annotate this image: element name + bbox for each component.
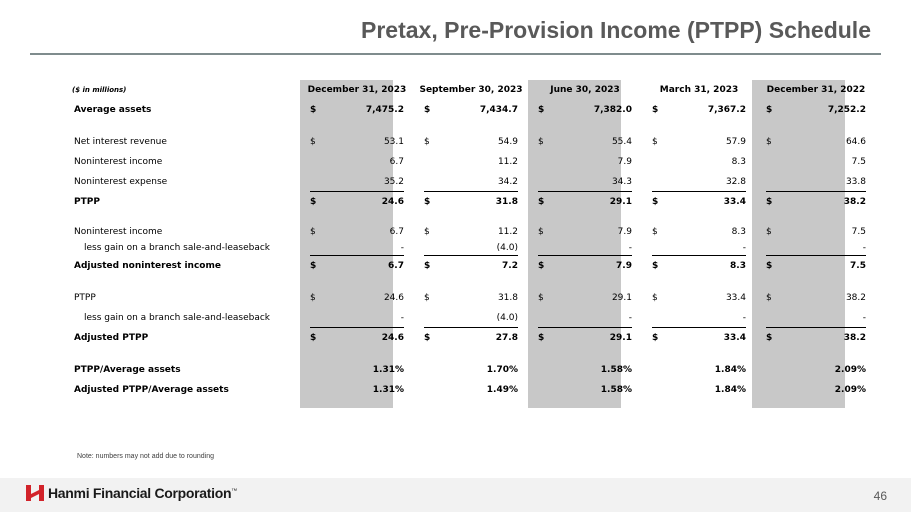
amount: 7,252.2 bbox=[827, 105, 866, 115]
amount: 11.2 bbox=[497, 157, 518, 167]
value-cell bbox=[414, 152, 528, 172]
rounding-note: Note: numbers may not add due to rounding bbox=[77, 453, 214, 460]
currency-symbol: $ bbox=[424, 333, 431, 343]
amount: 2.09% bbox=[834, 385, 866, 395]
spacer-cell bbox=[72, 212, 876, 224]
amount: 11.2 bbox=[497, 227, 518, 237]
company-name: Hanmi Financial Corporation™ bbox=[48, 485, 237, 501]
value-cell bbox=[528, 328, 642, 348]
amount: 34.3 bbox=[611, 176, 632, 187]
amount: 7.5 bbox=[851, 157, 866, 167]
value-cell bbox=[414, 224, 528, 240]
currency-symbol: $ bbox=[766, 137, 772, 147]
amount: 29.1 bbox=[611, 293, 632, 303]
value-cell bbox=[756, 100, 876, 120]
row-label: Adjusted PTPP/Average assets bbox=[74, 385, 229, 395]
amount: 7.5 bbox=[850, 261, 866, 271]
spacer-row bbox=[72, 212, 876, 224]
page-number: 46 bbox=[873, 489, 887, 503]
amount: 29.1 bbox=[609, 333, 632, 343]
currency-symbol: $ bbox=[766, 197, 773, 207]
spacer-cell bbox=[72, 276, 876, 288]
value-cell bbox=[528, 240, 642, 256]
amount: 31.8 bbox=[497, 293, 518, 303]
currency-symbol: $ bbox=[424, 261, 431, 271]
title-divider bbox=[30, 53, 881, 55]
currency-symbol: $ bbox=[652, 227, 658, 237]
amount: - bbox=[400, 312, 404, 323]
amount: 7.9 bbox=[616, 261, 632, 271]
currency-symbol: $ bbox=[424, 137, 430, 147]
currency-symbol: $ bbox=[652, 137, 658, 147]
spacer-row bbox=[72, 348, 876, 360]
currency-symbol: $ bbox=[766, 261, 773, 271]
amount: 38.2 bbox=[843, 197, 866, 207]
row-label: Average assets bbox=[74, 105, 152, 115]
value-cell bbox=[756, 328, 876, 348]
value-cell bbox=[300, 308, 414, 328]
amount: 33.4 bbox=[723, 197, 746, 207]
amount: 38.2 bbox=[845, 293, 866, 303]
amount: (4.0) bbox=[496, 242, 518, 253]
value-cell bbox=[642, 224, 756, 240]
spacer-row bbox=[72, 276, 876, 288]
currency-symbol: $ bbox=[652, 261, 659, 271]
value-cell bbox=[642, 288, 756, 308]
amount: 1.84% bbox=[714, 365, 746, 375]
currency-symbol: $ bbox=[310, 333, 317, 343]
value-cell bbox=[414, 132, 528, 152]
row-label: Net interest revenue bbox=[74, 137, 167, 147]
amount: 54.9 bbox=[497, 137, 518, 147]
value-cell bbox=[300, 132, 414, 152]
value-cell bbox=[642, 192, 756, 212]
value-cell bbox=[300, 172, 414, 192]
amount: 64.6 bbox=[845, 137, 866, 147]
table-row-less-gain2 bbox=[72, 308, 876, 328]
amount: - bbox=[742, 242, 746, 253]
table-row-ptpp bbox=[72, 192, 876, 212]
value-cell bbox=[642, 256, 756, 276]
amount: 6.7 bbox=[389, 227, 404, 237]
value-cell bbox=[300, 240, 414, 256]
value-cell bbox=[414, 192, 528, 212]
value-cell bbox=[756, 152, 876, 172]
company-logo bbox=[26, 484, 237, 502]
column-header: September 30, 2023 bbox=[419, 85, 523, 95]
row-label: Adjusted noninterest income bbox=[74, 261, 221, 271]
value-cell bbox=[414, 240, 528, 256]
value-cell bbox=[300, 360, 414, 380]
currency-symbol: $ bbox=[652, 293, 658, 303]
table-row-less-gain1 bbox=[72, 240, 876, 256]
amount: 27.8 bbox=[495, 333, 518, 343]
amount: (4.0) bbox=[496, 312, 518, 323]
table-row-ptpp-ratio bbox=[72, 360, 876, 380]
amount: - bbox=[862, 312, 866, 323]
value-cell bbox=[528, 288, 642, 308]
amount: 24.6 bbox=[383, 293, 404, 303]
amount: 57.9 bbox=[725, 137, 746, 147]
row-label: Noninterest income bbox=[74, 227, 163, 237]
value-cell bbox=[528, 172, 642, 192]
amount: 6.7 bbox=[388, 261, 404, 271]
amount: 1.84% bbox=[714, 385, 746, 395]
currency-symbol: $ bbox=[766, 293, 772, 303]
column-header: December 31, 2022 bbox=[766, 85, 866, 95]
value-cell bbox=[528, 152, 642, 172]
amount: 7.9 bbox=[617, 227, 632, 237]
currency-symbol: $ bbox=[538, 197, 545, 207]
value-cell bbox=[642, 360, 756, 380]
currency-symbol: $ bbox=[538, 137, 544, 147]
value-cell bbox=[300, 192, 414, 212]
amount: 31.8 bbox=[495, 197, 518, 207]
table-row-adj-ptpp bbox=[72, 328, 876, 348]
row-label: PTPP/Average assets bbox=[74, 365, 181, 375]
row-label: PTPP bbox=[74, 197, 100, 207]
row-label: Noninterest expense bbox=[74, 177, 168, 187]
value-cell bbox=[642, 308, 756, 328]
currency-symbol: $ bbox=[652, 105, 659, 115]
amount: 1.58% bbox=[600, 365, 632, 375]
value-cell bbox=[414, 308, 528, 328]
value-cell bbox=[414, 256, 528, 276]
currency-symbol: $ bbox=[766, 105, 773, 115]
value-cell bbox=[414, 172, 528, 192]
value-cell bbox=[528, 132, 642, 152]
amount: 1.31% bbox=[372, 385, 404, 395]
amount: 32.8 bbox=[725, 176, 746, 187]
table-row-nonint-inc bbox=[72, 152, 876, 172]
column-header: March 31, 2023 bbox=[659, 85, 739, 95]
amount: 8.3 bbox=[731, 227, 746, 237]
amount: 7.2 bbox=[502, 261, 518, 271]
spacer-row bbox=[72, 120, 876, 132]
value-cell bbox=[642, 172, 756, 192]
table-row-nii bbox=[72, 132, 876, 152]
amount: 7,475.2 bbox=[365, 105, 404, 115]
amount: - bbox=[628, 312, 632, 323]
value-cell bbox=[642, 132, 756, 152]
value-cell bbox=[756, 256, 876, 276]
currency-symbol: $ bbox=[424, 293, 430, 303]
currency-symbol: $ bbox=[652, 333, 659, 343]
value-cell bbox=[528, 360, 642, 380]
table-body bbox=[72, 100, 876, 400]
value-cell bbox=[300, 256, 414, 276]
table-header-row bbox=[72, 80, 876, 100]
row-label: Adjusted PTPP bbox=[74, 333, 149, 343]
table-row-nonint-exp bbox=[72, 172, 876, 192]
amount: 8.3 bbox=[731, 157, 746, 167]
amount: 33.8 bbox=[845, 176, 866, 187]
value-cell bbox=[300, 100, 414, 120]
value-cell bbox=[642, 100, 756, 120]
amount: 35.2 bbox=[383, 176, 404, 187]
value-cell bbox=[300, 152, 414, 172]
value-cell bbox=[756, 224, 876, 240]
amount: 7,382.0 bbox=[593, 105, 632, 115]
currency-symbol: $ bbox=[310, 261, 317, 271]
ptpp-schedule-table bbox=[72, 80, 876, 400]
value-cell bbox=[528, 224, 642, 240]
value-cell bbox=[414, 100, 528, 120]
currency-symbol: $ bbox=[310, 293, 316, 303]
amount: 6.7 bbox=[389, 157, 404, 167]
value-cell bbox=[756, 308, 876, 328]
value-cell bbox=[756, 360, 876, 380]
amount: 7.9 bbox=[617, 157, 632, 167]
value-cell bbox=[642, 152, 756, 172]
value-cell bbox=[642, 380, 756, 400]
value-cell bbox=[528, 192, 642, 212]
currency-symbol: $ bbox=[538, 293, 544, 303]
amount: 1.70% bbox=[486, 365, 518, 375]
amount: 1.49% bbox=[486, 385, 518, 395]
column-header: June 30, 2023 bbox=[550, 85, 620, 95]
amount: 7,367.2 bbox=[707, 105, 746, 115]
column-header: December 31, 2023 bbox=[307, 85, 407, 95]
value-cell bbox=[756, 288, 876, 308]
currency-symbol: $ bbox=[310, 197, 317, 207]
amount: - bbox=[742, 312, 746, 323]
currency-symbol: $ bbox=[652, 197, 659, 207]
currency-symbol: $ bbox=[424, 197, 431, 207]
page-title: Pretax, Pre-Provision Income (PTPP) Schedule bbox=[361, 17, 871, 43]
value-cell bbox=[414, 360, 528, 380]
amount: 2.09% bbox=[834, 365, 866, 375]
currency-symbol: $ bbox=[538, 227, 544, 237]
amount: - bbox=[628, 242, 632, 253]
amount: 24.6 bbox=[381, 197, 404, 207]
table-row-ptpp2 bbox=[72, 288, 876, 308]
value-cell bbox=[756, 172, 876, 192]
amount: 33.4 bbox=[723, 333, 746, 343]
value-cell bbox=[642, 328, 756, 348]
amount: - bbox=[862, 242, 866, 253]
currency-symbol: $ bbox=[766, 333, 773, 343]
value-cell bbox=[756, 380, 876, 400]
value-cell bbox=[300, 328, 414, 348]
row-label: less gain on a branch sale-and-leaseback bbox=[84, 313, 270, 323]
table-row-adj-nonint bbox=[72, 256, 876, 276]
hanmi-logo-icon bbox=[26, 484, 44, 502]
value-cell bbox=[414, 288, 528, 308]
currency-symbol: $ bbox=[766, 227, 772, 237]
currency-symbol: $ bbox=[424, 227, 430, 237]
currency-symbol: $ bbox=[424, 105, 431, 115]
value-cell bbox=[756, 132, 876, 152]
row-label: PTPP bbox=[74, 293, 96, 303]
amount: 7,434.7 bbox=[479, 105, 518, 115]
currency-symbol: $ bbox=[310, 137, 316, 147]
spacer-cell bbox=[72, 348, 876, 360]
value-cell bbox=[642, 240, 756, 256]
value-cell bbox=[528, 380, 642, 400]
amount: 1.31% bbox=[372, 365, 404, 375]
amount: - bbox=[400, 242, 404, 253]
value-cell bbox=[300, 288, 414, 308]
table-row-nonint-inc2 bbox=[72, 224, 876, 240]
value-cell bbox=[414, 380, 528, 400]
spacer-cell bbox=[72, 120, 876, 132]
value-cell bbox=[528, 256, 642, 276]
table-row-avg-assets bbox=[72, 100, 876, 120]
value-cell bbox=[300, 380, 414, 400]
value-cell bbox=[756, 240, 876, 256]
amount: 53.1 bbox=[383, 137, 404, 147]
currency-symbol: $ bbox=[538, 333, 545, 343]
units-label: ($ in millions) bbox=[72, 86, 127, 94]
value-cell bbox=[528, 100, 642, 120]
amount: 33.4 bbox=[725, 293, 746, 303]
value-cell bbox=[756, 192, 876, 212]
value-cell bbox=[300, 224, 414, 240]
amount: 38.2 bbox=[843, 333, 866, 343]
value-cell bbox=[414, 328, 528, 348]
amount: 24.6 bbox=[381, 333, 404, 343]
amount: 1.58% bbox=[600, 385, 632, 395]
currency-symbol: $ bbox=[538, 261, 545, 271]
amount: 34.2 bbox=[497, 176, 518, 187]
currency-symbol: $ bbox=[538, 105, 545, 115]
amount: 7.5 bbox=[851, 227, 866, 237]
row-label: less gain on a branch sale-and-leaseback bbox=[84, 243, 270, 253]
row-label: Noninterest income bbox=[74, 157, 163, 167]
amount: 8.3 bbox=[730, 261, 746, 271]
value-cell bbox=[528, 308, 642, 328]
currency-symbol: $ bbox=[310, 227, 316, 237]
amount: 29.1 bbox=[609, 197, 632, 207]
amount: 55.4 bbox=[611, 137, 632, 147]
table-row-adj-ptpp-ratio bbox=[72, 380, 876, 400]
currency-symbol: $ bbox=[310, 105, 317, 115]
